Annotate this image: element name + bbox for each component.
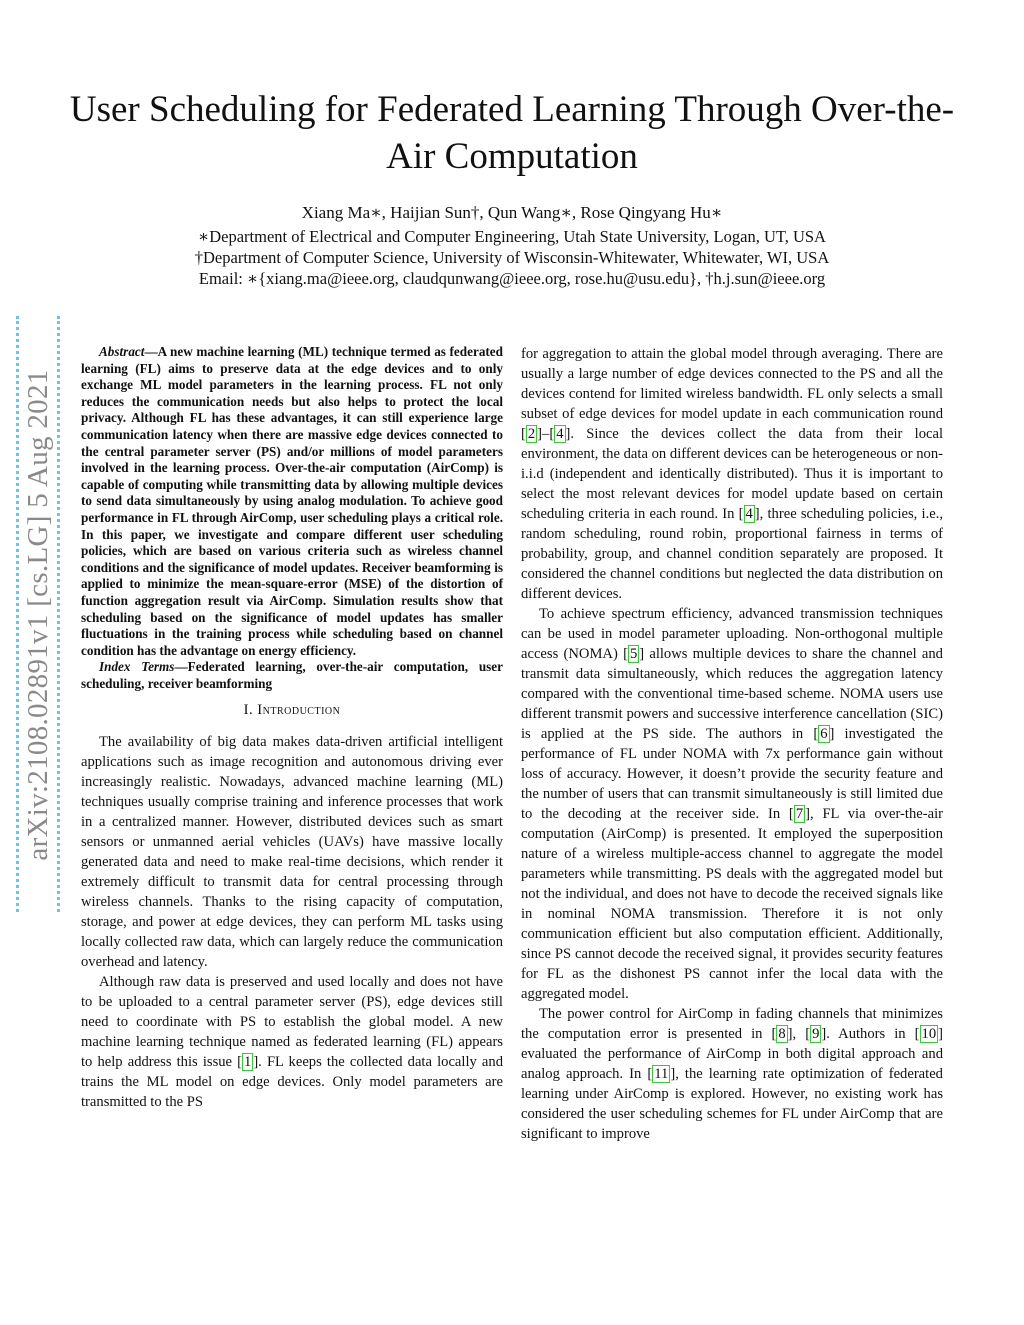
text-span: for aggregation to attain the global model through averaging. There are usually a large number of edge devices connected to the PS and all the devices contend for limited wireless bandwidth. FL only selects a small subset of edge devices for model update in each communication round [ (521, 346, 943, 442)
intro-paragraph-2 (81, 972, 503, 1112)
index-terms-text: —Federated learning, over-the-air computation, user scheduling, receiver beamforming (81, 659, 503, 691)
abstract-text: —A new machine learning (ML) technique termed as federated learning (FL) aims to preserve data at the edge devices and to only exchange ML model parameters in the learning process. FL not only reduces the communication needs but also helps to protect the local privacy. Although FL has these advantages, it can still experience large communication latency when there are massive edge devices connected to the central parameter server (PS) and/or millions of model parameters involved in the learning process. Over-the-air computation (AirComp) is capable of computing while transmitting data by allowing multiple devices to send data simultaneously by using analog modulation. To achieve good performance in FL through AirComp, user scheduling plays a critical role. In this paper, we investigate and compare different user scheduling policies, which are based on various criteria such as wireless channel conditions and the significance of model updates. Receiver beamforming is applied to minimize the mean-square-error (MSE) of the distortion of function aggregation result via AirComp. Simulation results show that scheduling based on the significance of model updates has smaller fluctuations in the training process while scheduling based on channel condition has the advantage on energy efficiency. (81, 344, 503, 658)
citation-link-2[interactable]: 2 (527, 426, 536, 442)
text-span: ]. Since the devices collect the data from their local environment, the data on different devices can be heterogeneous or non-i.i.d (independent and identically distributed). Thus it is important to select the most relevant devices for model update based on certain scheduling criteria in each round. In [ (521, 426, 943, 522)
text-span: ] investigated the performance of FL under NOMA with 7x performance gain without loss of accuracy. However, it doesn’t provide the security feature and the number of users that can transmit simultaneously is still limited due to the decoding at the receiver side. In [ (521, 726, 944, 822)
citation-link-4b[interactable]: 4 (745, 506, 753, 522)
citation-link-11[interactable]: 11 (654, 1066, 669, 1082)
author-names: Xiang Ma∗, Haijian Sun†, Qun Wang∗, Rose Qingyang Hu∗ (301, 203, 723, 222)
paper-title: User Scheduling for Federated Learning Through Over-the-Air Computation (69, 89, 955, 177)
abstract-label: Abstract (99, 344, 145, 359)
right-column (521, 344, 943, 1144)
text-span: Although raw data is preserved and used locally and does not have to be uploaded to a central parameter server (PS), edge devices still need to coordinate with PS to establish the global model. A new machine learning technique named as federated learning (FL) appears to help address this issue [ (81, 974, 503, 1071)
citation-link-7[interactable]: 7 (795, 806, 804, 822)
arxiv-stamp[interactable] (18, 320, 58, 910)
text-span: ] evaluated the performance of AirComp in both digital approach and analog approach. In [ (521, 1026, 943, 1082)
text-span: The power control for AirComp in fading channels that minimizes the computation error is presented in [ (521, 1006, 943, 1042)
author-block (100, 202, 924, 289)
text-span: ]. FL keeps the collected data locally and trains the ML model on edge devices. Only model parameters are transmitted to the PS (81, 1054, 503, 1111)
text-span: ]. Authors in [ (821, 1026, 920, 1042)
index-terms-label: Index Terms (99, 659, 175, 675)
section-heading-introduction: I. Introduction (243, 702, 341, 719)
text-span: To achieve spectrum efficiency, advanced transmission techniques can be used in model parameter uploading. Non-orthogonal multiple access (NOMA) [ (521, 606, 943, 662)
left-column (81, 344, 503, 1112)
citation-link-9[interactable]: 9 (812, 1026, 820, 1042)
text-span: ], the learning rate optimization of federated learning under AirComp is explored. However, no existing work has considered the user scheduling schemes for FL under AirComp that are significant to improve (521, 1066, 943, 1142)
text-span: ] allows multiple devices to share the channel and transmit data simultaneously, which reduces the aggregation latency compared with the conventional time-based scheme. NOMA users use different transmit powers and successive interference cancellation (SIC) is applied at the PS side. The authors in [ (521, 646, 943, 742)
citation-link-6[interactable]: 6 (820, 726, 828, 742)
right-paragraph-3 (521, 1004, 943, 1144)
citation-link-4[interactable]: 4 (556, 426, 564, 442)
affiliation-2: †Department of Computer Science, University of Wisconsin-Whitewater, Whitewater, WI, USA (194, 248, 830, 267)
arxiv-stamp-text: arXiv:2108.02891v1 [cs.LG] 5 Aug 2021 (22, 369, 54, 861)
index-terms (81, 659, 503, 692)
author-emails: Email: ∗{xiang.ma@ieee.org, claudqunwang@ieee.org, rose.hu@usu.edu}, †h.j.sun@ieee.org (198, 269, 826, 288)
affiliation-1: ∗Department of Electrical and Computer Engineering, Utah State University, Logan, UT, USA (198, 227, 826, 246)
citation-link-8[interactable]: 8 (778, 1026, 786, 1042)
text-span: ], FL via over-the-air computation (AirComp) is presented. It employed the superposition nature of a wireless multiple-access channel to aggregate the model parameters while transmitting. PS deals with the aggregated model but not the individual, and does not have to decode the received signals like in nominal NOMA transmission. Therefore it is not only communication efficient but also computation efficient. Additionally, since PS cannot decode the received signal, it provides security features for FL as the dishonest PS cannot infer the local data with the aggregated model. (521, 806, 943, 1002)
text-span: ], three scheduling policies, i.e., random scheduling, round robin, proportional fairness in terms of probability, group, and channel condition separately are proposed. It considered the channel conditions but neglected the data distribution on different devices. (521, 506, 943, 602)
citation-link-1[interactable]: 1 (244, 1054, 252, 1071)
intro-paragraph-1: The availability of big data makes data-driven artificial intelligent applications such as image recognition and autonomous driving ever increasingly realistic. Nowadays, advanced machine learning (ML) techniques usually comprise training and inference processes that work in a centralized manner. However, distributed devices such as smart sensors or unmanned aerial vehicles (UAVs) have massive locally generated data and need to make real-time decisions, which render it extremely difficult to transmit data for central processing through wireless channels. Thanks to the rising capacity of computation, storage, and power at edge devices, they can perform ML tasks using locally collected raw data, which can largely reduce the communication overhead and latency. (81, 734, 503, 971)
text-span: ], [ (787, 1026, 811, 1042)
citation-link-5[interactable]: 5 (629, 646, 638, 662)
right-paragraph-2 (521, 604, 943, 1004)
right-paragraph-1 (521, 344, 943, 604)
abstract (81, 344, 503, 659)
text-span: ]–[ (537, 426, 555, 442)
citation-link-10[interactable]: 10 (921, 1026, 937, 1042)
